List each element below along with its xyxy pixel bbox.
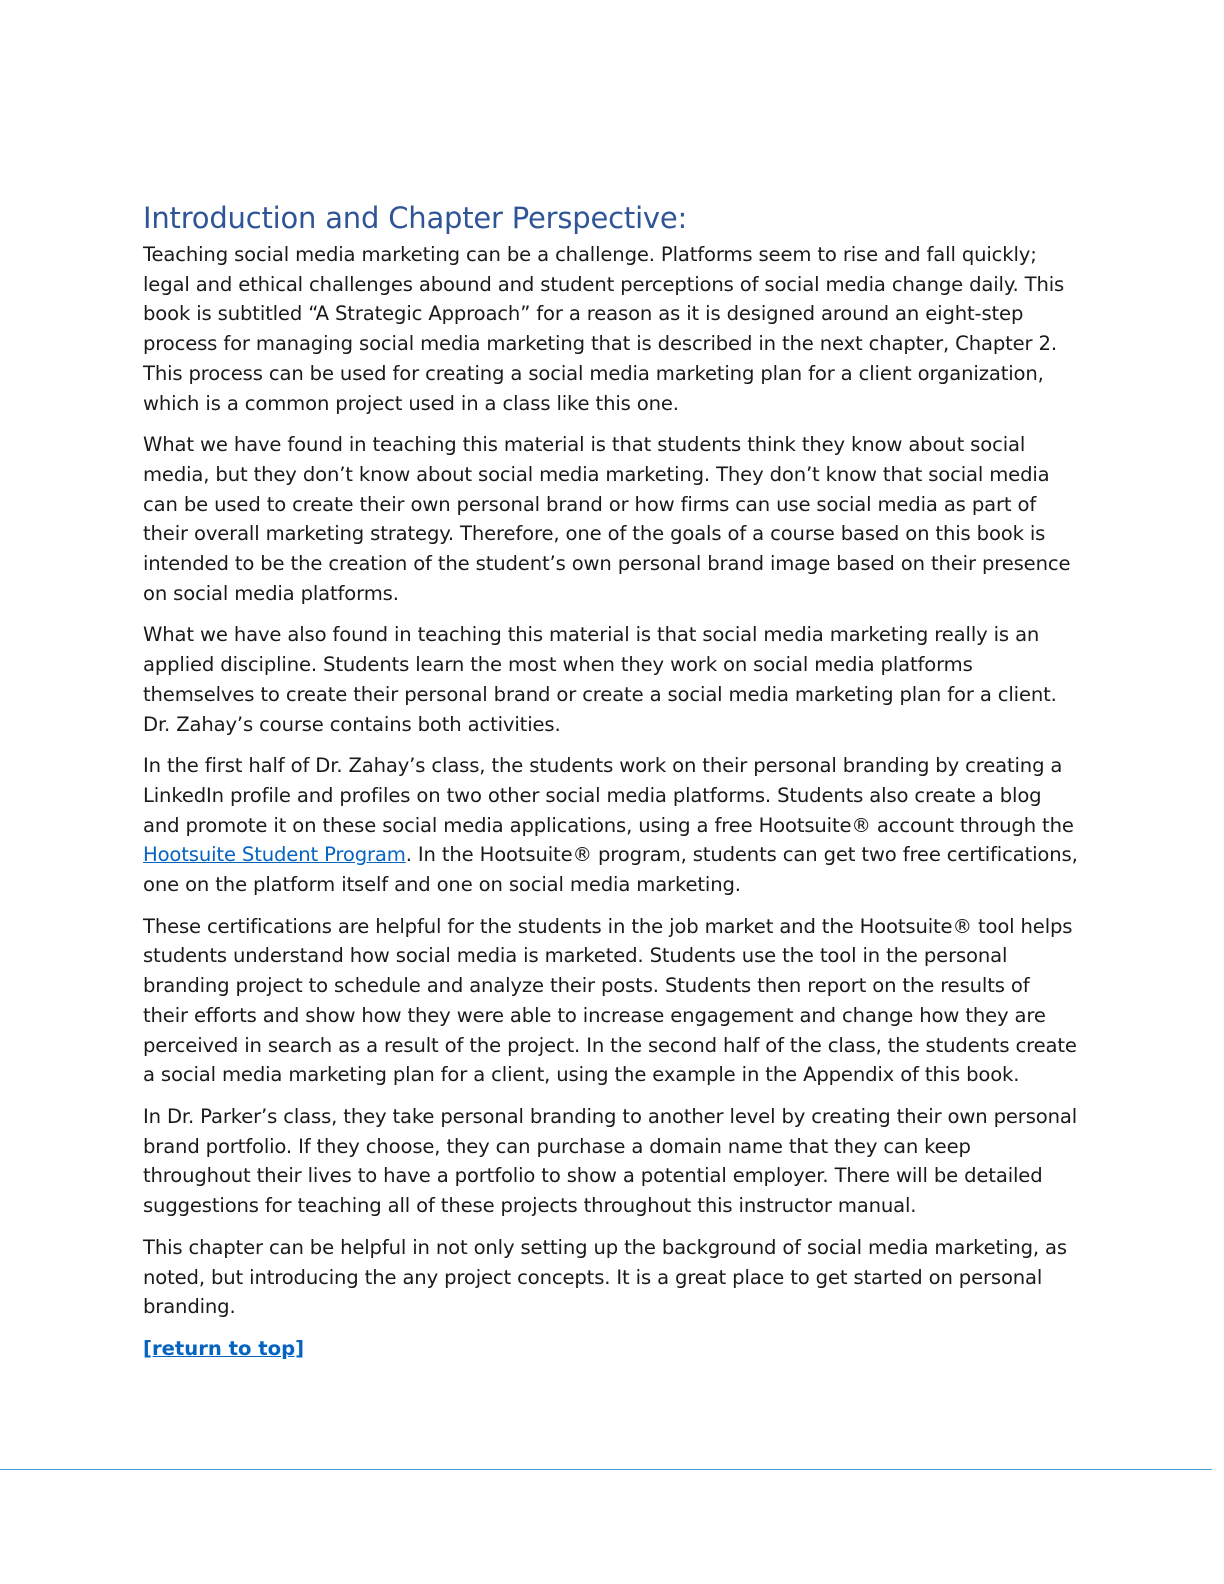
paragraph-certifications: These certifications are helpful for the students in the job market and the Hootsuite® tool helps students understand how social media is marketed. Students use the tool in the personal branding project to schedule and analyze their posts. Students then report on the results of their efforts and show how they were able to increase engagement and change how they are perceived in search as a result of the project. In the second half of the class, the students create a social media marketing plan for a client, using the example in the Appendix of this book. [143, 914, 1077, 1087]
paragraph-first-half-text-before: In the first half of Dr. Zahay’s class, the students work on their personal branding by creating a LinkedIn profile and profiles on two other social media platforms. Students also create a blog and promote it on these social media applications, using a free Hootsuite® account through the [143, 754, 1074, 837]
hootsuite-student-program-link[interactable]: Hootsuite Student Program [143, 843, 406, 867]
paragraph-first-half-text-after: . In the Hootsuite® program, students can get two free certifications, one on the platform itself and one on social media marketing. [143, 843, 1078, 897]
paragraph-first-half [143, 751, 1078, 900]
section-heading: Introduction and Chapter Perspective: [143, 201, 688, 235]
paragraph-chapter-helpful: This chapter can be helpful in not only setting up the background of social media marketing, as noted, but introducing the any project concepts. It is a great place to get started on personal branding. [143, 1235, 1067, 1319]
paragraph-dr-parker: In Dr. Parker’s class, they take personal branding to another level by creating their own personal brand portfolio. If they choose, they can purchase a domain name that they can keep throughout their lives to have a portfolio to show a potential employer. There will be detailed suggestions for teaching all of these projects throughout this instructor manual. [143, 1104, 1078, 1218]
paragraph-applied-discipline: What we have also found in teaching this material is that social media marketing really is an applied discipline. Students learn the most when they work on social media platforms themselves to create their personal brand or create a social media marketing plan for a client. Dr. Zahay’s course contains both activities. [143, 623, 1057, 736]
return-to-top-link[interactable]: [return to top] [143, 1336, 305, 1360]
paragraph-students-know: What we have found in teaching this material is that students think they know about social media, but they don’t know about social media marketing. They don’t know that social media can be used to create their own personal brand or how firms can use social media as part of their overall marketing strategy. Therefore, one of the goals of a course based on this book is intended to be the creation of the student’s own personal brand image based on their presence on social media platforms. [143, 433, 1071, 605]
paragraph-intro: Teaching social media marketing can be a challenge. Platforms seem to rise and fall quickly; legal and ethical challenges abound and student perceptions of social media change daily. This book is subtitled “A Strategic Approach” for a reason as it is designed around an eight-step process for managing social media marketing that is described in the next chapter, Chapter 2. This process can be used for creating a social media marketing plan for a client organization, which is a common project used in a class like this one. [143, 243, 1065, 415]
page-content [143, 198, 1078, 1364]
footer-divider [0, 1469, 1212, 1470]
